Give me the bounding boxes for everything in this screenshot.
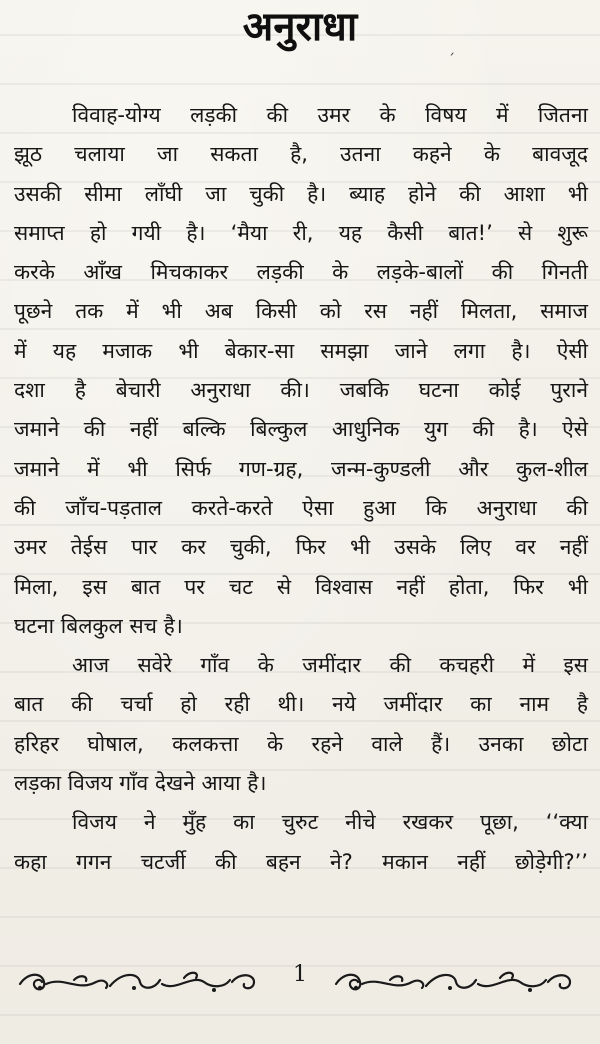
text-line: हरिहर घोषाल, कलकत्ता के रहने वाले हैं। उनका छोटा	[14, 731, 588, 756]
text-line: जमाने की नहीं बल्कि बिल्कुल आधुनिक युग की है। ऐसे	[14, 417, 588, 442]
text-line: घटना बिलकुल सच है।	[14, 613, 183, 638]
text-line: जमाने में भी सिर्फ गण-ग्रह, जन्म-कुण्डली और कुल-शील	[14, 456, 588, 481]
print-speck: ˏ	[448, 40, 455, 56]
text-line: कहा गगन चटर्जी की बहन ने? मकान नहीं छोड़ेगी?’’	[14, 849, 588, 874]
text-line: विवाह-योग्य लड़की की उमर के विषय में जितना	[72, 103, 588, 127]
text-line: समाप्त हो गयी है। ‘मैया री, यह कैसी बात!’ से शुरू	[14, 220, 588, 245]
text-line: उसकी सीमा लाँघी जा चुकी है। ब्याह होने की आशा भी	[14, 181, 588, 206]
body-text	[14, 96, 588, 882]
paragraph-1	[14, 96, 588, 646]
text-line: पूछने तक में भी अब किसी को रस नहीं मिलता, समाज	[14, 299, 588, 324]
text-line: दशा है बेचारी अनुराधा की। जबकि घटना कोई पुराने	[14, 378, 588, 403]
text-line: करके आँख मिचकाकर लड़की के लड़के-बालों की गिनती	[14, 260, 588, 285]
paragraph-3	[14, 803, 588, 882]
page-footer	[0, 958, 600, 1008]
text-line: आज सवेरे गाँव के जमींदार की कचहरी में इस	[72, 653, 588, 678]
page-number: 1	[293, 962, 307, 987]
text-line: लड़का विजय गाँव देखने आया है।	[14, 771, 267, 796]
text-line: विजय ने मुँह का चुरुट नीचे रखकर पूछा, ‘‘क्या	[72, 810, 588, 835]
text-line: झूठ चलाया जा सकता है, उतना कहने के बावजूद	[14, 142, 588, 167]
text-line: में यह मजाक भी बेकार-सा समझा जाने लगा है। ऐसी	[14, 338, 588, 363]
text-line: उमर तेईस पार कर चुकी, फिर भी उसके लिए वर नहीं	[14, 535, 588, 560]
scroll-flourish-icon	[330, 966, 580, 996]
text-line: बात की चर्चा हो रही थी। नये जमींदार का नाम है	[14, 692, 588, 717]
text-line: मिला, इस बात पर चट से विश्वास नहीं होता, फिर भी	[14, 574, 588, 599]
text-line: की जाँच-पड़ताल करते-करते ऐसा हुआ कि अनुराधा की	[14, 495, 588, 520]
paragraph-2	[14, 646, 588, 803]
chapter-title: अनुराधा	[242, 4, 358, 50]
